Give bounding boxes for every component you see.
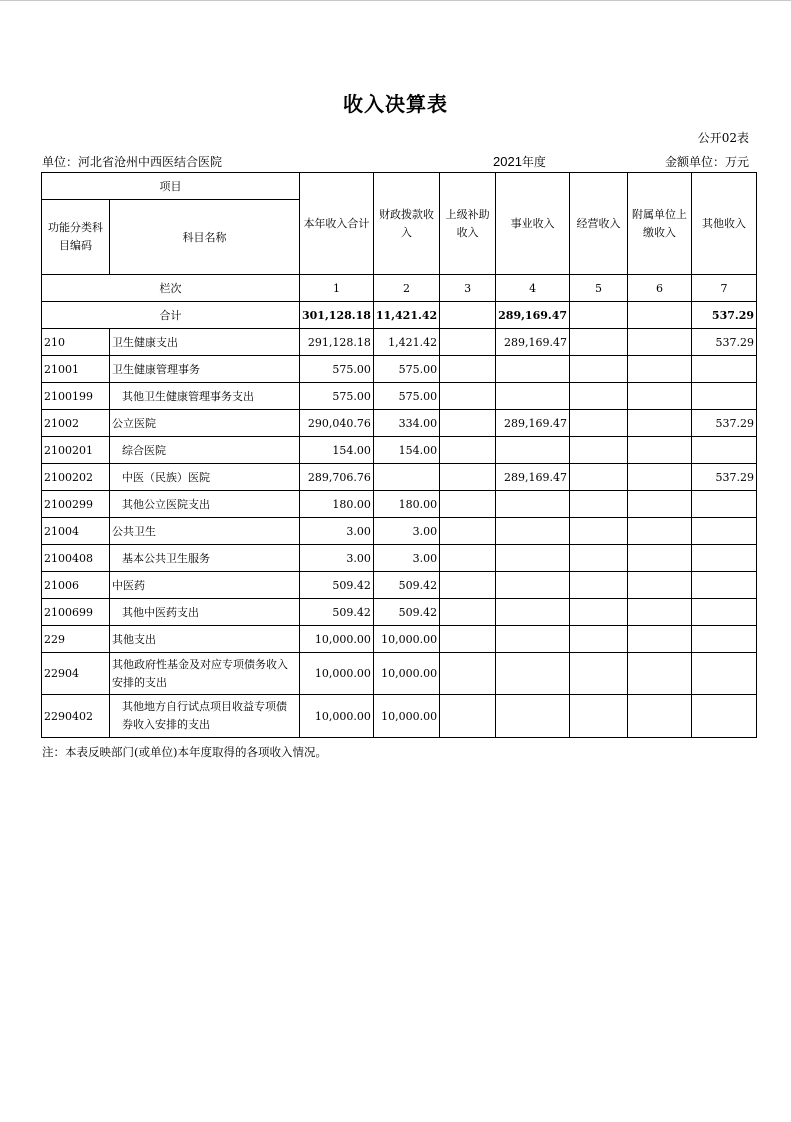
- row-v5: [570, 518, 628, 545]
- row-code: 2100408: [42, 545, 110, 572]
- row-v4: [496, 491, 570, 518]
- row-code: 2100699: [42, 599, 110, 626]
- row-v5: [570, 653, 628, 695]
- lanci-row: [42, 275, 757, 302]
- row-v7: [692, 518, 757, 545]
- row-subject-name: 其他卫生健康管理事务支出: [110, 383, 300, 410]
- table-row: [42, 410, 757, 437]
- row-code: 21004: [42, 518, 110, 545]
- col-header-5: 经营收入: [570, 173, 628, 275]
- lanci-num-1: 1: [300, 275, 374, 302]
- table-row: [42, 356, 757, 383]
- table-row: [42, 491, 757, 518]
- table-row: [42, 545, 757, 572]
- row-v7: [692, 572, 757, 599]
- row-v5: [570, 383, 628, 410]
- row-v2: 575.00: [373, 356, 439, 383]
- row-v7: [692, 437, 757, 464]
- row-v3: [440, 437, 496, 464]
- table-row: [42, 518, 757, 545]
- row-code: 2100201: [42, 437, 110, 464]
- row-v5: [570, 626, 628, 653]
- row-v5: [570, 545, 628, 572]
- row-v2: 154.00: [373, 437, 439, 464]
- row-v6: [628, 464, 692, 491]
- year-suffix: 年度: [521, 155, 546, 169]
- row-subject-name: 卫生健康支出: [110, 329, 300, 356]
- footnote: 注：本表反映部门(或单位)本年度取得的各项收入情况。: [42, 745, 327, 759]
- row-v4: [496, 518, 570, 545]
- table-row: [42, 572, 757, 599]
- total-v7: 537.29: [692, 302, 757, 329]
- form-number: 公开02表: [697, 131, 749, 145]
- lanci-num-2: 2: [373, 275, 439, 302]
- row-v5: [570, 329, 628, 356]
- row-v5: [570, 464, 628, 491]
- row-v6: [628, 695, 692, 738]
- income-table: [41, 172, 757, 738]
- row-v4: [496, 653, 570, 695]
- row-v4: [496, 572, 570, 599]
- row-v1: 575.00: [300, 356, 374, 383]
- row-subject-name: 其他支出: [110, 626, 300, 653]
- total-label: 合计: [42, 302, 300, 329]
- row-code: 2100299: [42, 491, 110, 518]
- row-v7: [692, 356, 757, 383]
- row-v3: [440, 599, 496, 626]
- row-v6: [628, 599, 692, 626]
- row-v6: [628, 383, 692, 410]
- row-v3: [440, 653, 496, 695]
- table-row: [42, 437, 757, 464]
- row-v3: [440, 383, 496, 410]
- row-v5: [570, 356, 628, 383]
- row-subject-name: 公共卫生: [110, 518, 300, 545]
- row-subject-name: 卫生健康管理事务: [110, 356, 300, 383]
- total-v2: 11,421.42: [373, 302, 439, 329]
- lanci-label: 栏次: [42, 275, 300, 302]
- row-v1: 509.42: [300, 599, 374, 626]
- row-v1: 3.00: [300, 518, 374, 545]
- row-v2: 3.00: [373, 518, 439, 545]
- project-header: 项目: [42, 173, 300, 200]
- row-v1: 291,128.18: [300, 329, 374, 356]
- lanci-num-5: 5: [570, 275, 628, 302]
- func-code-header: 功能分类科目编码: [42, 200, 110, 275]
- total-v1: 301,128.18: [300, 302, 374, 329]
- row-v3: [440, 572, 496, 599]
- row-code: 22904: [42, 653, 110, 695]
- row-v3: [440, 464, 496, 491]
- row-v2: 10,000.00: [373, 626, 439, 653]
- row-v6: [628, 491, 692, 518]
- amount-unit: 金额单位：万元: [664, 155, 749, 169]
- fiscal-year: [493, 153, 546, 170]
- row-v1: 10,000.00: [300, 626, 374, 653]
- row-v3: [440, 518, 496, 545]
- row-code: 210: [42, 329, 110, 356]
- row-v1: 575.00: [300, 383, 374, 410]
- row-v7: [692, 383, 757, 410]
- total-row: [42, 302, 757, 329]
- row-v7: [692, 695, 757, 738]
- row-subject-name: 其他公立医院支出: [110, 491, 300, 518]
- col-header-4: 事业收入: [496, 173, 570, 275]
- row-v5: [570, 437, 628, 464]
- row-subject-name: 其他地方自行试点项目收益专项债券收入安排的支出: [110, 695, 300, 738]
- top-border-line: [0, 0, 791, 1]
- row-v2: 10,000.00: [373, 695, 439, 738]
- col-header-3: 上级补助收入: [440, 173, 496, 275]
- row-subject-name: 其他政府性基金及对应专项债务收入安排的支出: [110, 653, 300, 695]
- row-v6: [628, 626, 692, 653]
- total-v4: 289,169.47: [496, 302, 570, 329]
- row-v2: 334.00: [373, 410, 439, 437]
- row-code: 21001: [42, 356, 110, 383]
- row-v7: [692, 626, 757, 653]
- total-v5: [570, 302, 628, 329]
- row-v3: [440, 626, 496, 653]
- row-v6: [628, 437, 692, 464]
- unit-label: 单位：河北省沧州中西医结合医院: [42, 155, 223, 169]
- row-v4: [496, 545, 570, 572]
- lanci-num-3: 3: [440, 275, 496, 302]
- row-v3: [440, 329, 496, 356]
- table-row: [42, 383, 757, 410]
- row-v6: [628, 572, 692, 599]
- row-v6: [628, 329, 692, 356]
- row-v2: 575.00: [373, 383, 439, 410]
- row-code: 2290402: [42, 695, 110, 738]
- row-v4: [496, 599, 570, 626]
- year-number: 2021: [493, 154, 522, 169]
- row-v1: 290,040.76: [300, 410, 374, 437]
- row-v3: [440, 410, 496, 437]
- row-v1: 509.42: [300, 572, 374, 599]
- row-subject-name: 公立医院: [110, 410, 300, 437]
- header-row-1: [42, 173, 757, 200]
- row-v2: 1,421.42: [373, 329, 439, 356]
- row-subject-name: 基本公共卫生服务: [110, 545, 300, 572]
- col-header-1: 本年收入合计: [300, 173, 374, 275]
- row-subject-name: 中医药: [110, 572, 300, 599]
- row-v4: [496, 695, 570, 738]
- total-v3: [440, 302, 496, 329]
- row-v1: 10,000.00: [300, 653, 374, 695]
- row-v6: [628, 356, 692, 383]
- col-header-6: 附属单位上缴收入: [628, 173, 692, 275]
- row-v3: [440, 695, 496, 738]
- row-code: 21006: [42, 572, 110, 599]
- row-v7: [692, 599, 757, 626]
- row-v4: 289,169.47: [496, 464, 570, 491]
- row-v4: [496, 383, 570, 410]
- row-v4: 289,169.47: [496, 410, 570, 437]
- col-header-7: 其他收入: [692, 173, 757, 275]
- table-row: [42, 464, 757, 491]
- row-v2: 509.42: [373, 599, 439, 626]
- row-v4: [496, 356, 570, 383]
- row-v1: 289,706.76: [300, 464, 374, 491]
- row-v3: [440, 356, 496, 383]
- lanci-num-7: 7: [692, 275, 757, 302]
- row-subject-name: 中医（民族）医院: [110, 464, 300, 491]
- row-v7: [692, 491, 757, 518]
- table-row: [42, 599, 757, 626]
- row-v4: [496, 437, 570, 464]
- table-row: [42, 626, 757, 653]
- row-v2: 180.00: [373, 491, 439, 518]
- row-v2: [373, 464, 439, 491]
- table-row: [42, 695, 757, 738]
- subject-name-header: 科目名称: [110, 200, 300, 275]
- row-v7: 537.29: [692, 329, 757, 356]
- row-v3: [440, 491, 496, 518]
- row-v6: [628, 518, 692, 545]
- row-v6: [628, 653, 692, 695]
- row-v1: 154.00: [300, 437, 374, 464]
- row-v7: 537.29: [692, 410, 757, 437]
- row-v4: [496, 626, 570, 653]
- row-v5: [570, 572, 628, 599]
- row-v2: 10,000.00: [373, 653, 439, 695]
- row-v1: 10,000.00: [300, 695, 374, 738]
- row-v5: [570, 410, 628, 437]
- row-v6: [628, 410, 692, 437]
- row-v3: [440, 545, 496, 572]
- row-code: 2100202: [42, 464, 110, 491]
- row-v2: 509.42: [373, 572, 439, 599]
- row-v2: 3.00: [373, 545, 439, 572]
- lanci-num-4: 4: [496, 275, 570, 302]
- row-v1: 3.00: [300, 545, 374, 572]
- row-v5: [570, 491, 628, 518]
- table-row: [42, 653, 757, 695]
- row-v4: 289,169.47: [496, 329, 570, 356]
- lanci-num-6: 6: [628, 275, 692, 302]
- row-subject-name: 其他中医药支出: [110, 599, 300, 626]
- row-v7: 537.29: [692, 464, 757, 491]
- row-v1: 180.00: [300, 491, 374, 518]
- row-v7: [692, 653, 757, 695]
- row-v5: [570, 695, 628, 738]
- row-subject-name: 综合医院: [110, 437, 300, 464]
- total-v6: [628, 302, 692, 329]
- page-title: 收入决算表: [343, 92, 448, 116]
- table-row: [42, 329, 757, 356]
- row-v6: [628, 545, 692, 572]
- row-code: 2100199: [42, 383, 110, 410]
- col-header-2: 财政拨款收入: [373, 173, 439, 275]
- row-v7: [692, 545, 757, 572]
- row-v5: [570, 599, 628, 626]
- row-code: 21002: [42, 410, 110, 437]
- row-code: 229: [42, 626, 110, 653]
